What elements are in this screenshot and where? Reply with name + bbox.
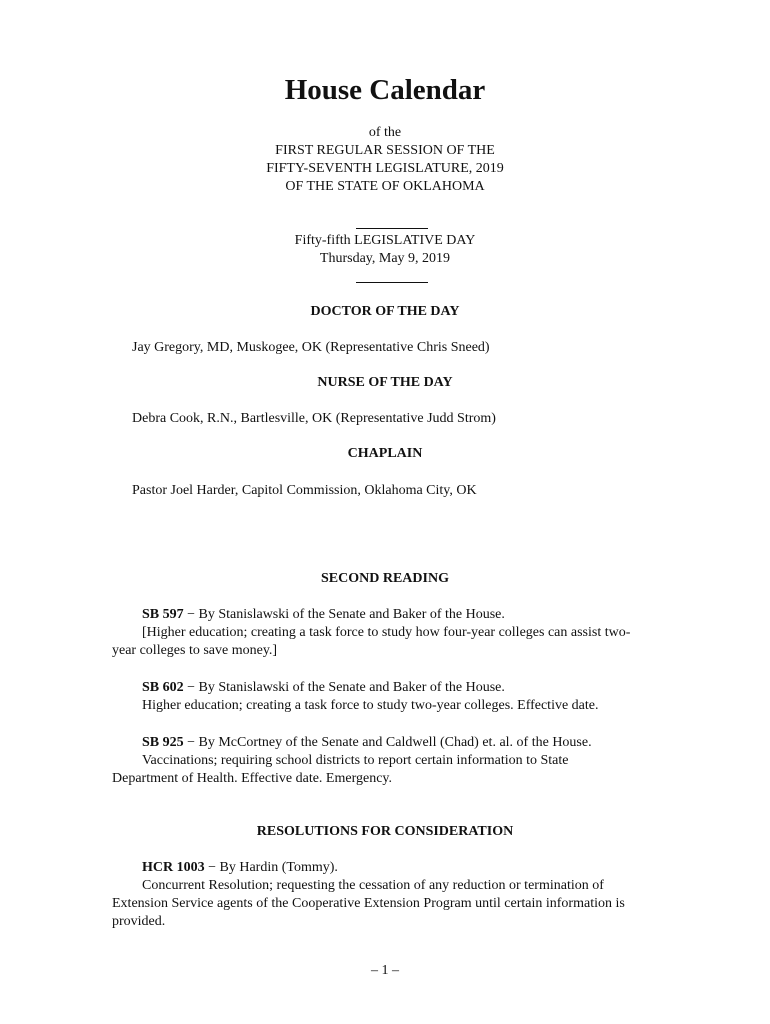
bill-description: [Higher education; creating a task force to study how four-year colleges can assist two- [142, 625, 631, 640]
nurse-heading: NURSE OF THE DAY [317, 375, 453, 390]
resolution-entry [112, 859, 672, 931]
bill-sponsor: − By McCortney of the Senate and Caldwell (Chad) et. al. of the House. [183, 735, 592, 750]
of-the-line: of the [368, 125, 402, 140]
second-reading-heading: SECOND READING [321, 571, 449, 586]
resolution-header-line [112, 859, 672, 877]
divider-top [356, 228, 428, 229]
bill-entry [112, 734, 672, 788]
chaplain-text: Pastor Joel Harder, Capitol Commission, Oklahoma City, OK [132, 483, 477, 498]
bill-header-line [112, 606, 672, 624]
bill-description-cont: year colleges to save money.] [112, 643, 278, 658]
doctor-text: Jay Gregory, MD, Muskogee, OK (Representative Chris Sneed) [132, 340, 490, 355]
session-date: Thursday, May 9, 2019 [319, 251, 451, 266]
bill-entry [112, 606, 672, 660]
doctor-heading: DOCTOR OF THE DAY [310, 304, 460, 319]
state-line: OF THE STATE OF OKLAHOMA [285, 179, 485, 194]
bill-header-line [112, 734, 672, 752]
resolution-sponsor: − By Hardin (Tommy). [204, 860, 338, 875]
session-line: FIRST REGULAR SESSION OF THE [275, 143, 495, 158]
page-title: House Calendar [284, 74, 486, 106]
legislative-day: Fifty-fifth LEGISLATIVE DAY [294, 233, 476, 248]
bill-description: Vaccinations; requiring school districts to report certain information to State [142, 753, 569, 768]
bill-sponsor: − By Stanislawski of the Senate and Baker of the House. [183, 607, 505, 622]
bill-sponsor: − By Stanislawski of the Senate and Baker of the House. [183, 680, 505, 695]
resolutions-heading: RESOLUTIONS FOR CONSIDERATION [256, 824, 514, 839]
bill-description: Higher education; creating a task force to study two-year colleges. Effective date. [142, 698, 599, 713]
nurse-text: Debra Cook, R.N., Bartlesville, OK (Representative Judd Strom) [132, 411, 496, 426]
page-number: – 1 – [371, 963, 399, 978]
resolution-number: HCR 1003 [142, 860, 205, 875]
resolution-description: Concurrent Resolution; requesting the cessation of any reduction or termination of [142, 878, 604, 893]
bill-header-line [112, 679, 672, 697]
resolution-description-cont: Extension Service agents of the Cooperative Extension Program until certain information is [112, 896, 625, 911]
legislature-line: FIFTY-SEVENTH LEGISLATURE, 2019 [266, 161, 504, 176]
chaplain-heading: CHAPLAIN [347, 446, 423, 461]
bill-number: SB 925 [142, 735, 184, 750]
bill-number: SB 602 [142, 680, 184, 695]
divider-bottom [356, 282, 428, 283]
bill-description-cont: Department of Health. Effective date. Emergency. [112, 771, 393, 786]
bill-entry [112, 679, 672, 715]
resolution-description-end: provided. [112, 914, 166, 929]
bill-number: SB 597 [142, 607, 184, 622]
